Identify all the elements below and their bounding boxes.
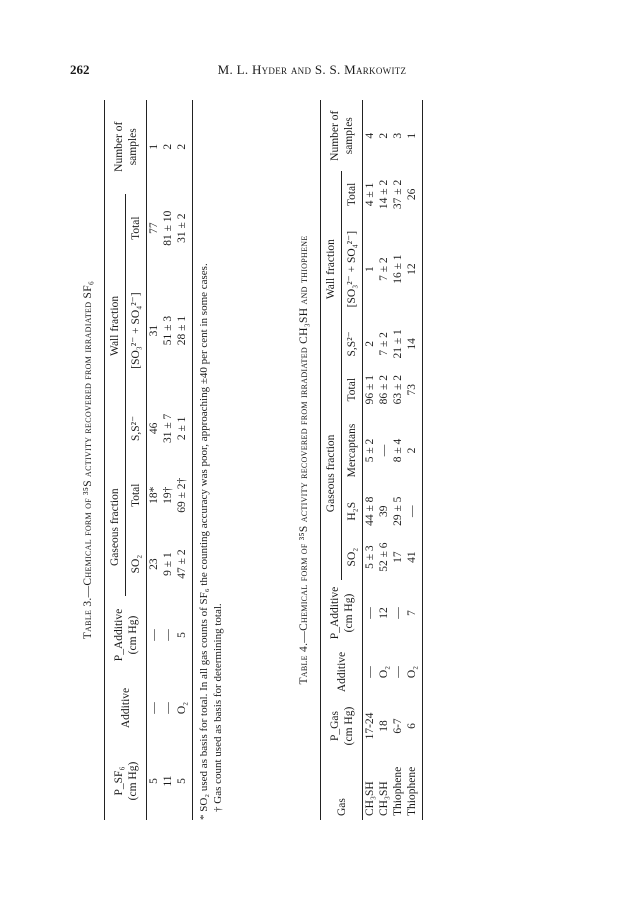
col-p-additive: P_Additive (cm Hg) [112,608,139,662]
col-so3-so4: [SO₃²⁻ + SO₄²⁻] [130,292,142,369]
table-3-footnote-2: † Gas count used as basis for determining total. [212,603,224,812]
table-4-caption: Table 4.—Chemical form of ³⁵S activity recovered from irradiated CH₃SH and thiophene [298,235,310,685]
table-3-footnote-1: * SO₂ used as basis for total. In all gas counts of SF₆ the counting accuracy was poor, approaching ±40 per cent in some cases. [198,263,210,820]
table-row: CH₃SH 18 O₂ 12 52 ± 6 39 — 86 ± 2 7 ± 2 7 ± 2 14 ± 2 2 [378,132,390,816]
col-s-s2: S,S²⁻ [130,415,142,441]
col-gas: Gas [335,798,348,816]
running-head [0,62,624,82]
table-row: 5 O₂ 5 47 ± 2 69 ± 2† 2 ± 1 28 ± 1 31 ± 2 2 [176,143,188,784]
table-row: CH₃SH 17-24 — — 5 ± 3 44 ± 8 5 ± 2 96 ± 1 2 1 4 ± 1 4 [364,132,376,816]
col-p-additive: P_Additive (cm Hg) [328,586,355,640]
table-row: 11 — — 9 ± 1 19† 31 ± 7 51 ± 3 81 ± 10 2 [162,143,174,787]
group-wall-fraction: Wall fraction [321,172,342,367]
table-4 [297,100,423,820]
col-mercaptans: Mercaptans [346,423,358,478]
group-gaseous-fraction: Gaseous fraction [321,367,342,580]
col-h2s: H₂S [346,501,358,521]
table-row: Thiophene 6 O₂ 7 41 — 2 73 14 12 26 1 [406,132,418,816]
col-additive: Additive [119,687,132,729]
col-samples: Number of samples [112,121,139,172]
table-3 [81,100,225,820]
page-number: 262 [70,62,90,77]
table-4-body [363,100,419,820]
rotated-tables [75,100,545,820]
col-wall-total: Total [346,182,358,207]
col-gas-total: Total [130,483,142,507]
col-samples: Number of samples [328,110,355,161]
table-3-caption: Table 3.—Chemical form of ³⁵S activity recovered from irradiated SF₆ [82,280,94,640]
col-additive: Additive [335,651,348,693]
col-s-s2: S,S²⁻ [346,331,358,357]
table-row: Thiophene 6-7 — — 17 29 ± 5 8 ± 4 63 ± 2 21 ± 1 16 ± 1 37 ± 2 3 [392,132,404,816]
running-head-authors: M. L. Hyder and S. S. Markowitz [217,62,407,77]
table-3-grid [105,100,189,820]
table-3-body [147,100,189,820]
col-so2: SO₂ [130,554,142,574]
col-gas-total: Total [346,377,358,402]
col-p-sf6: P_SF₆ (cm Hg) [112,761,139,801]
group-gaseous-fraction: Gaseous fraction [105,458,126,596]
col-so2: SO₂ [346,547,358,567]
group-wall-fraction: Wall fraction [105,194,126,459]
col-p-gas: P_Gas (cm Hg) [328,706,355,746]
table-row: 5 — — 23 18* 46 31 77 1 [148,143,160,784]
col-wall-total: Total [130,216,142,240]
col-so3-so4: [SO₃²⁻ + SO₄²⁻] [346,230,358,308]
table-4-grid [321,100,419,820]
